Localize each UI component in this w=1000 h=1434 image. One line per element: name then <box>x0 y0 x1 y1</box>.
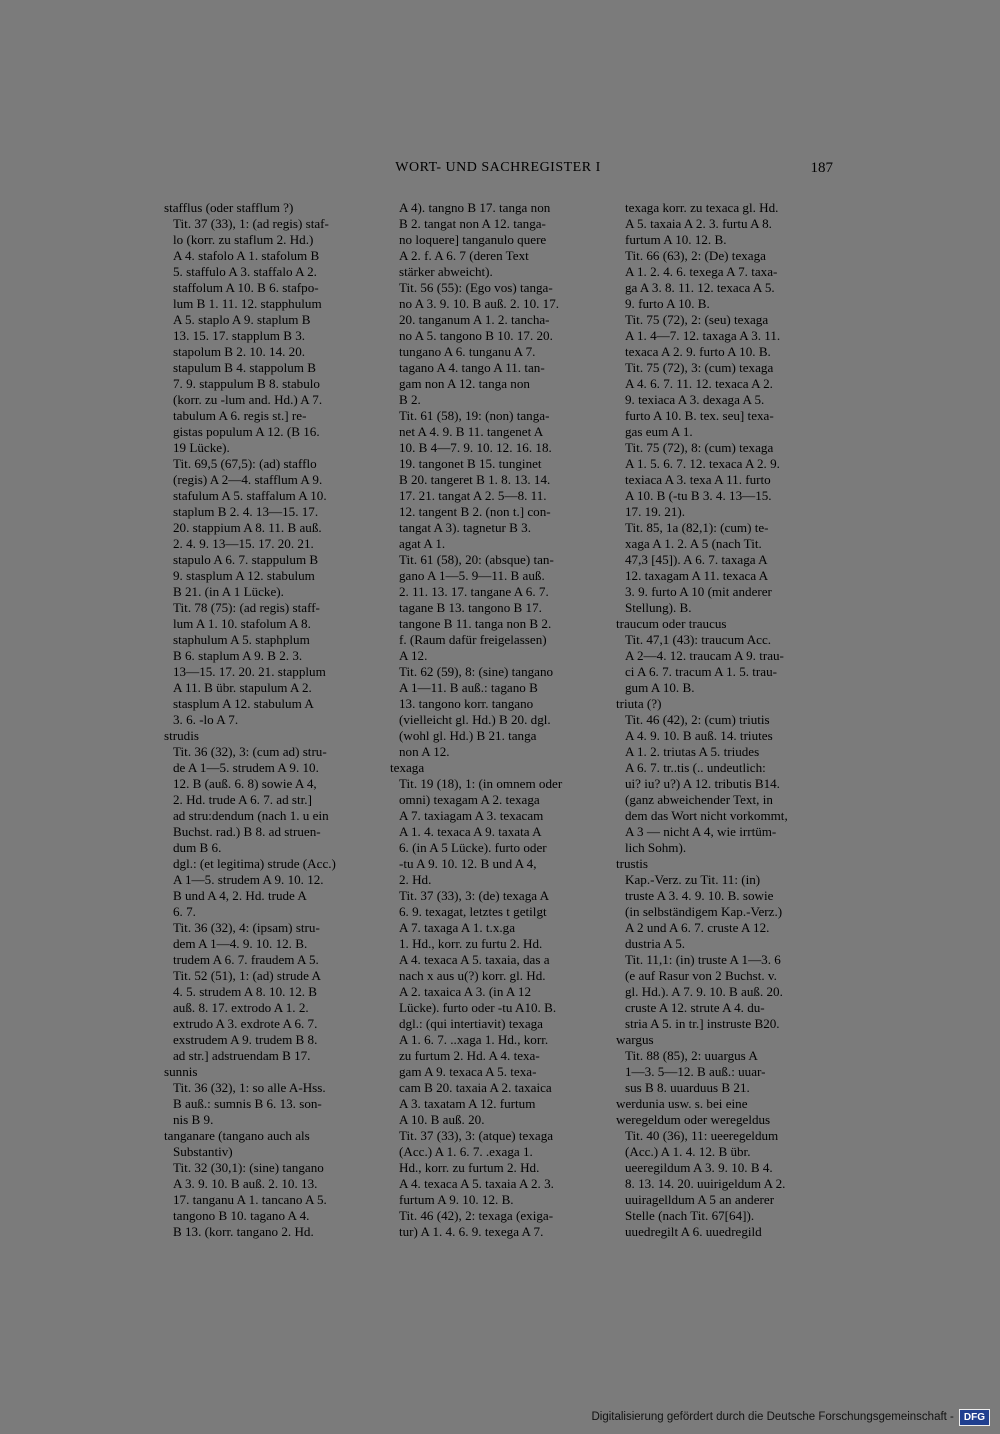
entry-headword: triuta (?) <box>616 696 662 711</box>
entry-line: 12. taxagam A 11. texaca A <box>625 568 769 583</box>
entry-line: A 6. 7. tr..tis (.. undeutlich: <box>625 760 766 775</box>
entry-line: gistas populum A 12. (B 16. <box>173 424 320 439</box>
entry-line: (ganz abweichender Text, in <box>625 792 773 807</box>
entry-line: stapulum B 4. stappolum B <box>173 360 316 375</box>
entry-line: staffolum A 10. B 6. stafpo- <box>173 280 319 295</box>
entry-line: Tit. 56 (55): (Ego vos) tanga- <box>399 280 553 295</box>
entry-line: furtum A 9. 10. 12. B. <box>399 1192 514 1207</box>
entry-line: 4. 5. strudem A 8. 10. 12. B <box>173 984 318 999</box>
entry-line: A 3. 9. 10. B auß. 2. 10. 13. <box>173 1176 318 1191</box>
entry-line: A 3. taxatam A 12. furtum <box>399 1096 536 1111</box>
entry-line: 2. 11. 13. 17. tangane A 6. 7. <box>399 584 549 599</box>
entry-line: tungano A 6. tunganu A 7. <box>399 344 536 359</box>
entry-line: 1—3. 5—12. B auß.: uuar- <box>625 1064 766 1079</box>
entry-line: 19. tangonet B 15. tunginet <box>399 456 542 471</box>
entry-line: ui? iu? u?) A 12. tributis B14. <box>625 776 780 791</box>
entry-line: no loquere] tanganulo quere <box>399 232 547 247</box>
entry-line: 13. 15. 17. stapplum B 3. <box>173 328 306 343</box>
entry-line: zu furtum 2. Hd. A 4. texa- <box>399 1048 540 1063</box>
entry-line: staphulum A 5. staphplum <box>173 632 310 647</box>
entry-line: tangone B 11. tanga non B 2. <box>399 616 552 631</box>
entry-line: B 6. staplum A 9. B 2. 3. <box>173 648 303 663</box>
entry-headword: wargus <box>616 1032 654 1047</box>
entry-line: gum A 10. B. <box>625 680 695 695</box>
entry-line: Tit. 37 (33), 1: (ad regis) staf- <box>173 216 329 231</box>
entry-line: B 20. tangeret B 1. 8. 13. 14. <box>399 472 551 487</box>
entry-line: A 1. 2. 4. 6. texega A 7. taxa- <box>625 264 778 279</box>
entry-line: dustria A 5. <box>625 936 686 951</box>
entry-line: Tit. 37 (33), 3: (de) texaga A <box>399 888 550 903</box>
entry-line: de A 1—5. strudem A 9. 10. <box>173 760 319 775</box>
entry-line: Buchst. rad.) B 8. ad struen- <box>173 824 321 839</box>
entry-line: 12. B (auß. 6. 8) sowie A 4, <box>173 776 317 791</box>
entry-line: A 1. 4. texaca A 9. taxata A <box>399 824 542 839</box>
page-header <box>163 160 833 180</box>
entry-line: A 5. staplo A 9. staplum B <box>173 312 311 327</box>
entry-line: 6. (in A 5 Lücke). furto oder <box>399 840 547 855</box>
entry-line: 17. tanganu A 1. tancano A 5. <box>173 1192 327 1207</box>
entry-line: -tu A 9. 10. 12. B und A 4, <box>399 856 537 871</box>
entry-line: auß. 8. 17. extrodo A 1. 2. <box>173 1000 309 1015</box>
entry-line: Tit. 32 (30,1): (sine) tangano <box>173 1160 324 1175</box>
entry-line: tabulum A 6. regis st.] re- <box>173 408 307 423</box>
entry-line: staplum B 2. 4. 13—15. 17. <box>173 504 319 519</box>
entry-line: omni) texagam A 2. texaga <box>399 792 540 807</box>
entry-line: gl. Hd.). A 7. 9. 10. B auß. 20. <box>625 984 783 999</box>
entry-line: 2. Hd. trude A 6. 7. ad str.] <box>173 792 312 807</box>
entry-line: 12. tangent B 2. (non t.] con- <box>399 504 551 519</box>
entry-line: (korr. zu -lum and. Hd.) A 7. <box>173 392 323 407</box>
entry-line: tagano A 4. tango A 11. tan- <box>399 360 545 375</box>
column-left <box>164 200 379 1240</box>
entry-line: A 2—4. 12. traucam A 9. trau- <box>625 648 784 663</box>
entry-line: Tit. 46 (42), 2: texaga (exiga- <box>399 1208 554 1223</box>
entry-line: agat A 1. <box>399 536 446 551</box>
entry-line: texaca A 2. 9. furto A 10. B. <box>625 344 771 359</box>
entry-line: exstrudem A 9. trudem B 8. <box>173 1032 318 1047</box>
entry-line: Tit. 69,5 (67,5): (ad) stafflo <box>173 456 317 471</box>
entry-line: 13. tangono korr. tangano <box>399 696 534 711</box>
entry-line: stasplum A 12. stabulum A <box>173 696 314 711</box>
entry-line: stafulum A 5. staffalum A 10. <box>173 488 327 503</box>
entry-line: Tit. 78 (75): (ad regis) staff- <box>173 600 320 615</box>
running-title: WORT- UND SACHREGISTER I <box>395 160 601 175</box>
entry-line: B 13. (korr. tangano 2. Hd. <box>173 1224 314 1239</box>
entry-line: 47,3 [45]). A 6. 7. taxaga A <box>625 552 768 567</box>
entry-line: no A 5. tangono B 10. 17. 20. <box>399 328 553 343</box>
entry-line: gas eum A 1. <box>625 424 693 439</box>
entry-line: A 11. B übr. stapulum A 2. <box>173 680 312 695</box>
entry-line: tur) A 1. 4. 6. 9. texega A 7. <box>399 1224 544 1239</box>
entry-line: truste A 3. 4. 9. 10. B. sowie <box>625 888 774 903</box>
entry-line: A 1—11. B auß.: tagano B <box>399 680 538 695</box>
entry-headword: sunnis <box>164 1064 198 1079</box>
entry-line: A 1—5. strudem A 9. 10. 12. <box>173 872 324 887</box>
entry-line: Tit. 36 (32), 3: (cum ad) stru- <box>173 744 327 759</box>
entry-line: 7. 9. stappulum B 8. stabulo <box>173 376 320 391</box>
entry-line: A 12. <box>399 648 428 663</box>
entry-line: texaga korr. zu texaca gl. Hd. <box>625 200 779 215</box>
entry-line: furtum A 10. 12. B. <box>625 232 727 247</box>
entry-line: ci A 6. 7. tracum A 1. 5. trau- <box>625 664 778 679</box>
entry-line: furto A 10. B. tex. seu] texa- <box>625 408 774 423</box>
funding-note: Digitalisierung gefördert durch die Deutsche Forschungsgemeinschaft - <box>591 1411 954 1423</box>
entry-line: lo (korr. zu staflum 2. Hd.) <box>173 232 314 247</box>
entry-line: dem das Wort nicht vorkommt, <box>625 808 788 823</box>
entry-line: cruste A 12. strute A 4. du- <box>625 1000 765 1015</box>
entry-line: gano A 1—5. 9—11. B auß. <box>399 568 545 583</box>
entry-line: Tit. 46 (42), 2: (cum) triutis <box>625 712 770 727</box>
entry-line: Tit. 40 (36), 11: ueeregeldum <box>625 1128 779 1143</box>
entry-line: B auß.: sumnis B 6. 13. son- <box>173 1096 322 1111</box>
entry-line: A 1. 4—7. 12. taxaga A 3. 11. <box>625 328 781 343</box>
entry-line: A 1. 6. 7. ..xaga 1. Hd., korr. <box>399 1032 549 1047</box>
entry-line: B und A 4, 2. Hd. trude A <box>173 888 307 903</box>
entry-line: A 2. taxaica A 3. (in A 12 <box>399 984 532 999</box>
entry-line: A 1. 2. triutas A 5. triudes <box>625 744 760 759</box>
entry-line: A 4. stafolo A 1. stafolum B <box>173 248 320 263</box>
entry-line: (e auf Rasur von 2 Buchst. v. <box>625 968 777 983</box>
entry-line: 19 Lücke). <box>173 440 230 455</box>
entry-line: stria A 5. in tr.] instruste B20. <box>625 1016 780 1031</box>
entry-line: A 1. 5. 6. 7. 12. texaca A 2. 9. <box>625 456 780 471</box>
entry-line: 9. furto A 10. B. <box>625 296 710 311</box>
entry-line: uuedregilt A 6. uuedregild <box>625 1224 762 1239</box>
entry-line: A 7. taxaga A 1. t.x.ga <box>399 920 516 935</box>
entry-line: Tit. 47,1 (43): traucum Acc. <box>625 632 772 647</box>
entry-line: B 21. (in A 1 Lücke). <box>173 584 284 599</box>
entry-line: (vielleicht gl. Hd.) B 20. dgl. <box>399 712 551 727</box>
entry-line: 5. staffulo A 3. staffalo A 2. <box>173 264 317 279</box>
entry-line: A 10. B (-tu B 3. 4. 13—15. <box>625 488 772 503</box>
entry-headword: werdunia usw. s. bei eine <box>616 1096 748 1111</box>
entry-line: net A 4. 9. B 11. tangenet A <box>399 424 544 439</box>
entry-line: Tit. 61 (58), 19: (non) tanga- <box>399 408 550 423</box>
entry-line: no A 3. 9. 10. B auß. 2. 10. 17. <box>399 296 560 311</box>
entry-line: ad str.] adstruendam B 17. <box>173 1048 311 1063</box>
entry-line: uuiragelldum A 5 an anderer <box>625 1192 775 1207</box>
entry-line: Tit. 52 (51), 1: (ad) strude A <box>173 968 321 983</box>
page-number: 187 <box>810 160 833 176</box>
entry-line: A 10. B auß. 20. <box>399 1112 485 1127</box>
entry-line: 20. tanganum A 1. 2. tancha- <box>399 312 550 327</box>
entry-headword: strudis <box>164 728 199 743</box>
entry-line: 17. 19. 21). <box>625 504 686 519</box>
entry-line: (in selbständigem Kap.-Verz.) <box>625 904 783 919</box>
entry-line: A 4. 9. 10. B auß. 14. triutes <box>625 728 773 743</box>
entry-line: (Acc.) A 1. 4. 12. B übr. <box>625 1144 751 1159</box>
entry-line: A 4. 6. 7. 11. 12. texaca A 2. <box>625 376 773 391</box>
column-right <box>616 200 831 1240</box>
entry-line: 20. stappium A 8. 11. B auß. <box>173 520 322 535</box>
entry-line: stapulo A 6. 7. stappulum B <box>173 552 319 567</box>
entry-line: ueeregildum A 3. 9. 10. B 4. <box>625 1160 773 1175</box>
entry-line: 3. 6. -lo A 7. <box>173 712 239 727</box>
entry-headword: stafflus (oder stafflum ?) <box>164 200 294 215</box>
entry-line: 9. stasplum A 12. stabulum <box>173 568 315 583</box>
entry-headword: tanganare (tangano auch als <box>164 1128 310 1143</box>
entry-line: dem A 1—4. 9. 10. 12. B. <box>173 936 308 951</box>
entry-line: Tit. 36 (32), 4: (ipsam) stru- <box>173 920 320 935</box>
entry-line: Lücke). furto oder -tu A10. B. <box>399 1000 557 1015</box>
entry-line: B 2. <box>399 392 421 407</box>
entry-line: dgl.: (qui intertiavit) texaga <box>399 1016 543 1031</box>
entry-line: nach x aus u(?) korr. gl. Hd. <box>399 968 546 983</box>
entry-line: cam B 20. taxaia A 2. taxaica <box>399 1080 552 1095</box>
entry-line: A 7. taxiagam A 3. texacam <box>399 808 544 823</box>
entry-line: extrudo A 3. exdrote A 6. 7. <box>173 1016 318 1031</box>
entry-line: tangono B 10. tagano A 4. <box>173 1208 310 1223</box>
entry-line: Tit. 88 (85), 2: uuargus A <box>625 1048 758 1063</box>
entry-line: Substantiv) <box>173 1144 233 1159</box>
entry-line: 1. Hd., korr. zu furtu 2. Hd. <box>399 936 543 951</box>
entry-line: 13—15. 17. 20. 21. stapplum <box>173 664 326 679</box>
entry-line: Tit. 75 (72), 8: (cum) texaga <box>625 440 774 455</box>
entry-line: Hd., korr. zu furtum 2. Hd. <box>399 1160 540 1175</box>
entry-line: texiaca A 3. texa A 11. furto <box>625 472 771 487</box>
entry-line: B 2. tangat non A 12. tanga- <box>399 216 546 231</box>
entry-line: Tit. 66 (63), 2: (De) texaga <box>625 248 766 263</box>
entry-headword: trustis <box>616 856 649 871</box>
entry-line: tagane B 13. tangono B 17. <box>399 600 542 615</box>
entry-line: A 2. f. A 6. 7 (deren Text <box>399 248 529 263</box>
entry-line: Tit. 85, 1a (82,1): (cum) te- <box>625 520 769 535</box>
entry-line: Tit. 75 (72), 3: (cum) texaga <box>625 360 774 375</box>
entry-line: stapolum B 2. 10. 14. 20. <box>173 344 306 359</box>
entry-line: non A 12. <box>399 744 450 759</box>
entry-line: (Acc.) A 1. 6. 7. .exaga 1. <box>399 1144 533 1159</box>
entry-line: A 4. texaca A 5. taxaia A 2. 3. <box>399 1176 554 1191</box>
entry-line: 17. 21. tangat A 2. 5—8. 11. <box>399 488 547 503</box>
entry-line: Tit. 36 (32), 1: so alle A-Hss. <box>173 1080 326 1095</box>
entry-line: 6. 9. texagat, letztes t getilgt <box>399 904 547 919</box>
entry-line: Tit. 75 (72), 2: (seu) texaga <box>625 312 769 327</box>
entry-line: 8. 13. 14. 20. uuirigeldum A 2. <box>625 1176 786 1191</box>
entry-line: lich Sohm). <box>625 840 687 855</box>
entry-line: sus B 8. uuarduus B 21. <box>625 1080 750 1095</box>
entry-line: (wohl gl. Hd.) B 21. tanga <box>399 728 537 743</box>
entry-line: tangat A 3). tagnetur B 3. <box>399 520 532 535</box>
entry-line: stärker abweicht). <box>399 264 493 279</box>
entry-line: trudem A 6. 7. fraudem A 5. <box>173 952 319 967</box>
dfg-logo: DFG <box>959 1409 990 1426</box>
entry-line: lum B 1. 11. 12. stapphulum <box>173 296 322 311</box>
entry-line: xaga A 1. 2. A 5 (nach Tit. <box>625 536 762 551</box>
entry-line: (regis) A 2—4. stafflum A 9. <box>173 472 323 487</box>
entry-line: 3. 9. furto A 10 (mit anderer <box>625 584 772 599</box>
entry-line: Tit. 37 (33), 3: (atque) texaga <box>399 1128 554 1143</box>
entry-headword: texaga <box>390 760 425 775</box>
entry-line: dum B 6. <box>173 840 222 855</box>
entry-line: A 3 — nicht A 4, wie irrtüm- <box>625 824 777 839</box>
column-middle <box>390 200 605 1240</box>
entry-line: gam A 9. texaca A 5. texa- <box>399 1064 537 1079</box>
entry-line: lum A 1. 10. stafolum A 8. <box>173 616 311 631</box>
entry-line: A 4). tangno B 17. tanga non <box>399 200 551 215</box>
entry-line: ga A 3. 8. 11. 12. texaca A 5. <box>625 280 775 295</box>
entry-line: Tit. 11,1: (in) truste A 1—3. 6 <box>625 952 781 967</box>
entry-line: A 2 und A 6. 7. cruste A 12. <box>625 920 770 935</box>
entry-line: dgl.: (et legitima) strude (Acc.) <box>173 856 336 871</box>
entry-line: 2. 4. 9. 13—15. 17. 20. 21. <box>173 536 314 551</box>
entry-line: 10. B 4—7. 9. 10. 12. 16. 18. <box>399 440 552 455</box>
entry-line: 2. Hd. <box>399 872 432 887</box>
entry-line: Tit. 61 (58), 20: (absque) tan- <box>399 552 554 567</box>
entry-line: gam non A 12. tanga non <box>399 376 530 391</box>
entry-line: Tit. 19 (18), 1: (in omnem oder <box>399 776 563 791</box>
entry-line: A 4. texaca A 5. taxaia, das a <box>399 952 550 967</box>
entry-line: Stelle (nach Tit. 67[64]). <box>625 1208 755 1223</box>
entry-line: 9. texiaca A 3. dexaga A 5. <box>625 392 765 407</box>
entry-line: Kap.-Verz. zu Tit. 11: (in) <box>625 872 761 887</box>
footer <box>591 1408 990 1426</box>
entry-line: ad stru:dendum (nach 1. u ein <box>173 808 329 823</box>
entry-line: nis B 9. <box>173 1112 214 1127</box>
entry-headword: weregeldum oder weregeldus <box>616 1112 771 1127</box>
entry-line: Stellung). B. <box>625 600 692 615</box>
entry-line: 6. 7. <box>173 904 196 919</box>
entry-line: Tit. 62 (59), 8: (sine) tangano <box>399 664 554 679</box>
entry-line: f. (Raum dafür freigelassen) <box>399 632 547 647</box>
entry-line: A 5. taxaia A 2. 3. furtu A 8. <box>625 216 772 231</box>
entry-headword: traucum oder traucus <box>616 616 727 631</box>
